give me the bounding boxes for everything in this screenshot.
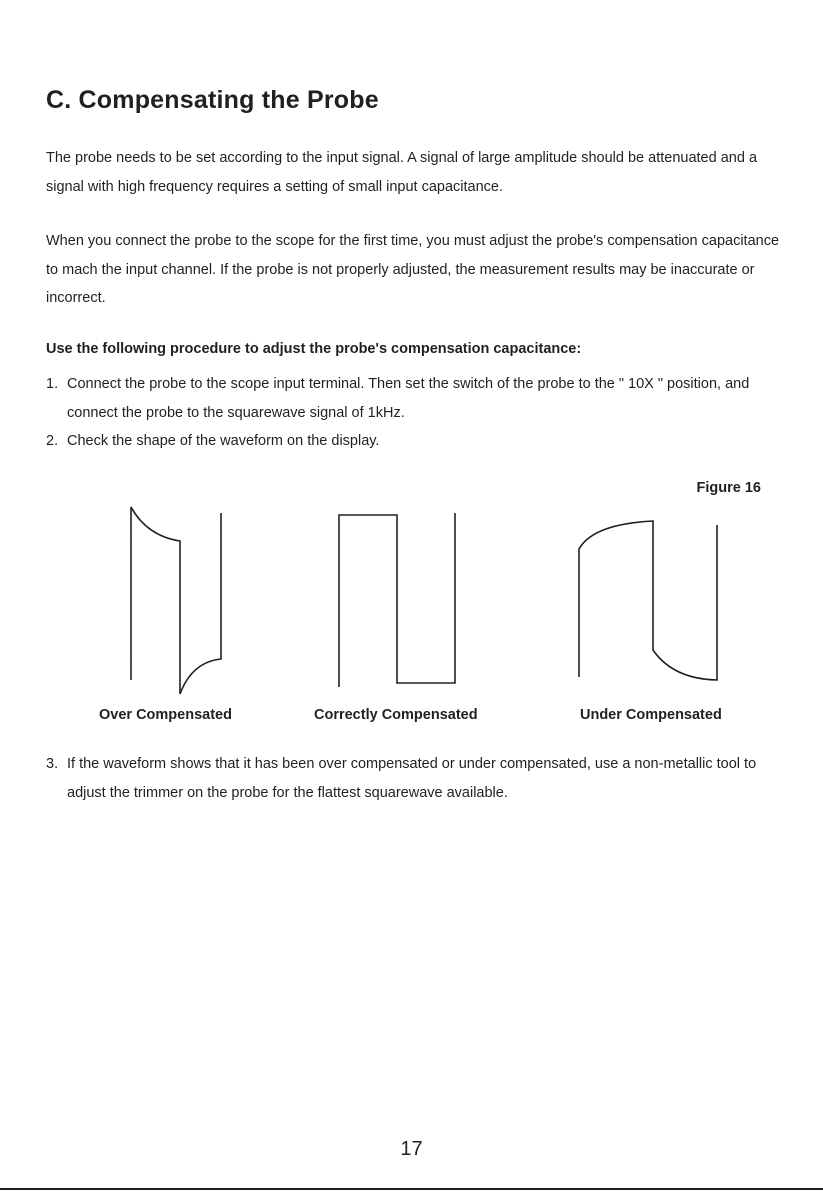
- step-item: [46, 370, 786, 427]
- caption-correctly-compensated: Correctly Compensated: [314, 707, 478, 723]
- under-compensated-waveform: [579, 521, 717, 680]
- caption-under-compensated: Under Compensated: [580, 707, 722, 723]
- bottom-rule: [0, 1188, 823, 1190]
- section-heading: C. Compensating the Probe: [46, 86, 379, 114]
- step-text: Check the shape of the waveform on the display.: [67, 433, 380, 449]
- step-text: Connect the probe to the scope input terminal. Then set the switch of the probe to the " 10X " position, and connect the probe to the squarewave signal of 1kHz.: [67, 376, 750, 421]
- procedure-heading: Use the following procedure to adjust the probe's compensation capacitance:: [46, 341, 582, 357]
- intro-paragraph: The probe needs to be set according to the input signal. A signal of large amplitude should be attenuated and a signal with high frequency requires a setting of small input capacitance.: [46, 150, 758, 195]
- figure-label: Figure 16: [696, 480, 761, 496]
- page-number: 17: [400, 1138, 423, 1160]
- warning-paragraph: When you connect the probe to the scope for the first time, you must adjust the probe's compensation capacitance to mach the input channel. If the probe is not properly adjusted, the measurement results may be inaccurate or incorrect.: [46, 233, 780, 306]
- step-item: [46, 427, 786, 456]
- step-number: 1.: [46, 376, 59, 392]
- step-number: 2.: [46, 433, 59, 449]
- step-text: If the waveform shows that it has been over compensated or under compensated, use a non-metallic tool to adjust the trimmer on the probe for the flattest squarewave available.: [67, 756, 757, 801]
- over-compensated-waveform: [131, 507, 221, 694]
- step-number: 3.: [46, 756, 59, 772]
- caption-over-compensated: Over Compensated: [99, 707, 232, 723]
- step-item: [46, 750, 786, 807]
- correctly-compensated-waveform: [339, 513, 455, 687]
